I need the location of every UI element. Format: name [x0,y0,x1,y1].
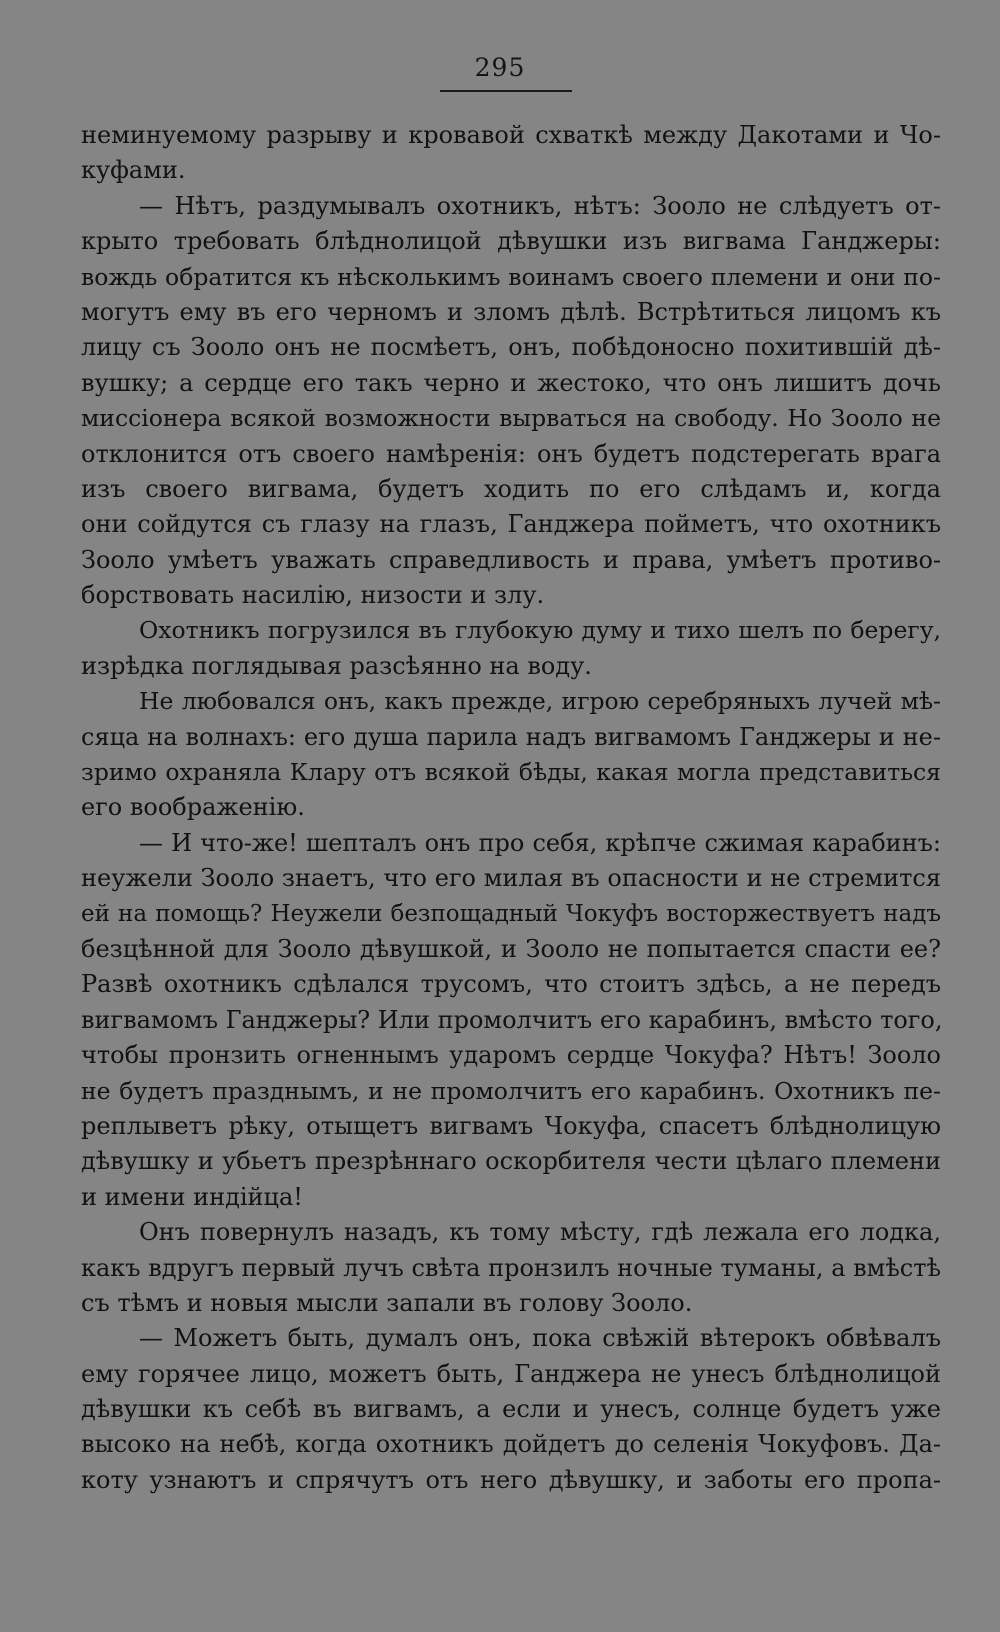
text-line: — И что-же! шепталъ онъ про себя, крѣпче сжимая карабинъ: [139,828,941,857]
text-line: какъ вдругъ первый лучъ свѣта пронзилъ ночные туманы, а вмѣстѣ [81,1253,941,1282]
body-text [81,118,941,1498]
text-line: Развѣ охотникъ сдѣлался трусомъ, что стоитъ здѣсь, а не передъ [81,970,941,999]
text-line: изрѣдка поглядывая разсѣянно на воду. [81,651,592,680]
text-line: миссіонера всякой возможности вырваться на свободу. Но Зооло не [81,404,941,433]
text-line: вождь обратится къ нѣсколькимъ воинамъ своего племени и они по- [81,262,941,291]
text-line: безцѣнной для Зооло дѣвушкой, и Зооло не попытается спасти ее? [81,934,941,963]
text-line: вушку; а сердце его такъ черно и жестоко, что онъ лишитъ дочь [81,368,941,397]
text-line: чтобы пронзить огненнымъ ударомъ сердце Чокуфа? Нѣтъ! Зооло [81,1041,941,1070]
text-line: куфами. [81,156,186,185]
text-line: ему горячее лицо, можетъ быть, Ганджера не унесъ блѣднолицой [81,1359,941,1388]
text-line: дѣвушку и убьетъ презрѣннаго оскорбителя чести цѣлаго племени [81,1147,941,1176]
header-rule [440,90,572,92]
text-line: Зооло умѣетъ уважать справедливость и права, умѣетъ противо- [81,545,941,574]
text-line: реплыветъ рѣку, отыщетъ вигвамъ Чокуфа, спасетъ блѣднолицую [81,1111,941,1140]
text-line: Не любовался онъ, какъ прежде, игрою серебряныхъ лучей мѣ- [139,687,941,716]
text-line: — Нѣтъ, раздумывалъ охотникъ, нѣтъ: Зооло не слѣдуетъ от- [139,191,941,220]
text-line: неужели Зооло знаетъ, что его милая въ опасности и не стремится [81,864,941,893]
text-line: сяца на волнахъ: его душа парила надъ вигвамомъ Ганджеры и не- [81,722,941,751]
text-line: крыто требовать блѣднолицой дѣвушки изъ вигвама Ганджеры: [81,227,941,256]
text-line: неминуемому разрыву и кровавой схваткѣ между Дакотами и Чо- [81,121,941,149]
text-line: его воображенію. [81,793,305,822]
text-line: съ тѣмъ и новыя мысли запали въ голову Зооло. [81,1288,693,1317]
text-line: Онъ повернулъ назадъ, къ тому мѣсту, гдѣ лежала его лодка, [139,1218,941,1247]
text-line: борствовать насилію, низости и злу. [81,581,545,610]
text-line: вигвамомъ Ганджеры? Или промолчитъ его карабинъ, вмѣсто того, [81,1005,943,1034]
text-line: — Можетъ быть, думалъ онъ, пока свѣжій вѣтерокъ обвѣвалъ [139,1324,941,1353]
text-line: зримо охраняла Клару отъ всякой бѣды, какая могла представиться [81,758,941,787]
text-line: и имени индійца! [81,1182,303,1211]
text-line: могутъ ему въ его черномъ и зломъ дѣлѣ. Встрѣтиться лицомъ къ [81,297,941,326]
text-line: они сойдутся съ глазу на глазъ, Ганджера пойметъ, что охотникъ [81,510,941,539]
text-line: коту узнаютъ и спрячутъ отъ него дѣвушку, и заботы его пропа- [81,1465,941,1494]
text-line: высоко на небѣ, когда охотникъ дойдетъ до селенія Чокуфовъ. Да- [81,1430,941,1459]
text-line: ей на помощь? Неужели безпощадный Чокуфъ восторжествуетъ надъ [81,900,941,927]
text-line: лицу съ Зооло онъ не посмѣетъ, онъ, побѣдоносно похитившій дѣ- [81,333,941,362]
text-line: изъ своего вигвама, будетъ ходить по его слѣдамъ и, когда [81,474,941,503]
page-number: 295 [474,53,526,82]
text-line: не будетъ празднымъ, и не промолчитъ его карабинъ. Охотникъ пе- [81,1076,941,1105]
text-line: дѣвушки къ себѣ въ вигвамъ, а если и унесъ, солнце будетъ уже [81,1395,941,1424]
text-line: отклонится отъ своего намѣренія: онъ будетъ подстерегать врага [81,439,941,468]
text-line: Охотникъ погрузился въ глубокую думу и тихо шелъ по берегу, [139,616,941,645]
